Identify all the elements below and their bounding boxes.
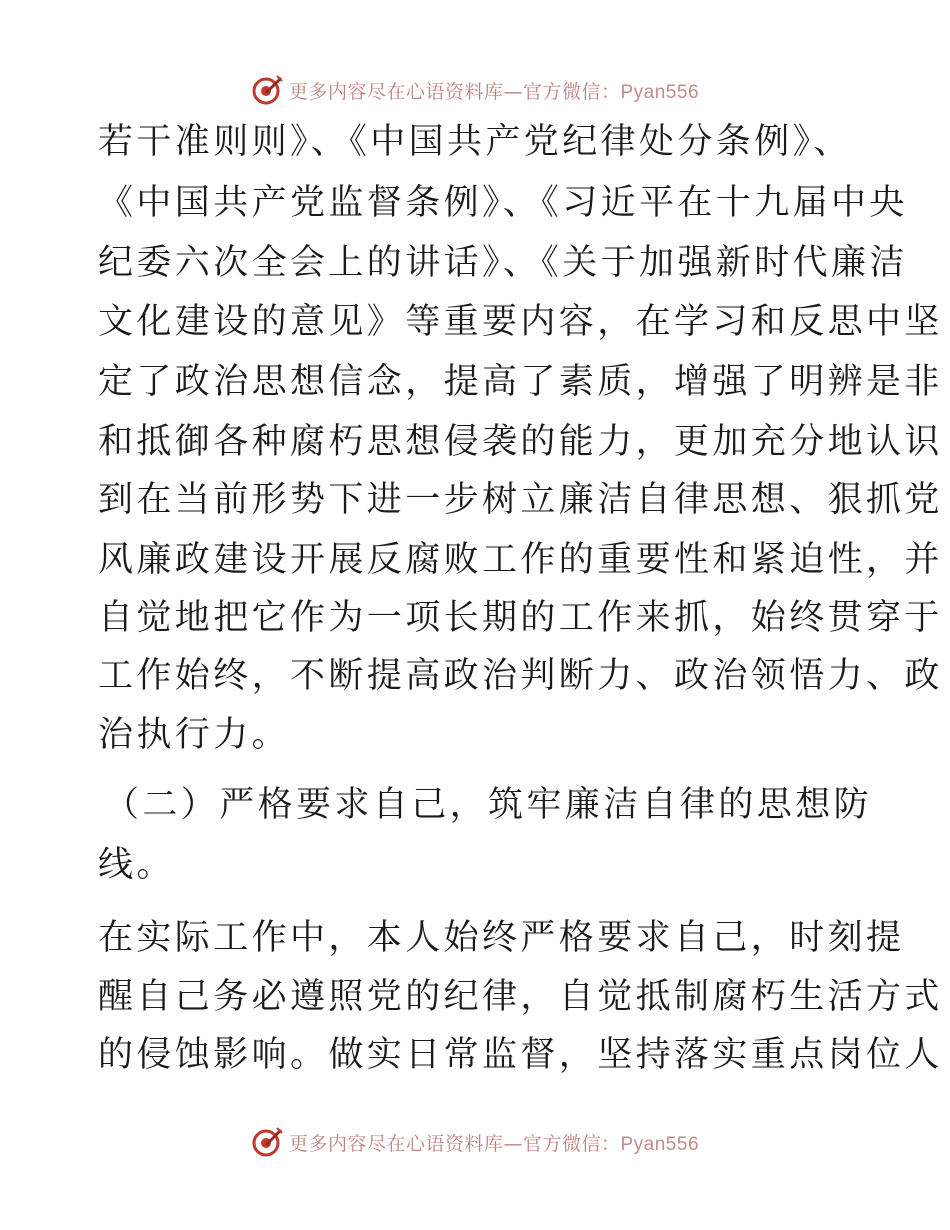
body-line: 《中国共产党监督条例》、《习近平在十九届中央	[98, 183, 908, 223]
footer-banner	[0, 1122, 950, 1162]
footer-banner-text	[289, 1129, 699, 1156]
footer-banner-label: 更多内容尽在心语资料库—官方微信：	[288, 1132, 621, 1155]
body-line: 线。	[98, 845, 175, 885]
footer-banner-content	[251, 1126, 699, 1158]
body-line: 定了政治思想信念，提高了素质，增强了明辨是非	[98, 362, 943, 402]
body-line: 自觉地把它作为一项长期的工作来抓，始终贯穿于	[98, 598, 943, 638]
section-heading: （二）严格要求自己，筑牢廉洁自律的思想防	[104, 785, 873, 825]
header-banner	[0, 70, 950, 110]
body-line: 醒自己务必遵照党的纪律，自觉抵制腐朽生活方式	[98, 977, 943, 1017]
header-banner-label: 更多内容尽在心语资料库—官方微信：	[288, 80, 621, 103]
body-line: 的侵蚀影响。做实日常监督，坚持落实重点岗位人	[98, 1035, 943, 1075]
body-line: 到在当前形势下进一步树立廉洁自律思想、狠抓党	[98, 480, 943, 520]
body-line: 治执行力。	[98, 715, 291, 755]
body-line: 在实际工作中，本人始终严格要求自己，时刻提	[98, 918, 905, 958]
header-banner-handle: Pyan556	[620, 81, 700, 103]
body-line: 文化建设的意见》等重要内容，在学习和反思中坚	[98, 302, 943, 342]
footer-banner-handle: Pyan556	[620, 1133, 700, 1155]
body-line: 若干准则则》、《中国共产党纪律处分条例》、	[98, 122, 852, 162]
body-line: 风廉政建设开展反腐败工作的重要性和紧迫性，并	[98, 540, 943, 580]
body-line: 纪委六次全会上的讲话》、《关于加强新时代廉洁	[98, 243, 908, 283]
quill-logo-icon	[251, 74, 283, 106]
header-banner-content	[251, 74, 699, 106]
body-line: 和抵御各种腐朽思想侵袭的能力，更加充分地认识	[98, 422, 943, 462]
header-banner-text	[289, 77, 699, 104]
body-line: 工作始终，不断提高政治判断力、政治领悟力、政	[98, 656, 943, 696]
quill-logo-icon	[251, 1126, 283, 1158]
